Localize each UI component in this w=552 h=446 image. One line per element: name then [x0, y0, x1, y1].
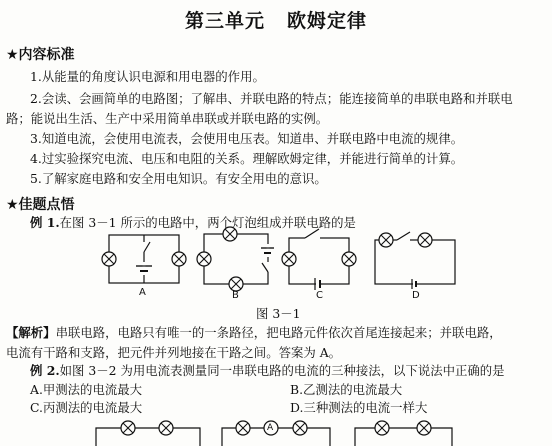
circuit-b — [197, 227, 274, 291]
lamp-icon — [342, 252, 356, 266]
option-c: C.丙测法的电流最大 — [30, 400, 143, 415]
standard-item-2: 2.会读、会画简单的电路图；了解串、并联电路的特点；能连接简单的串联电路和并联电 — [30, 91, 513, 106]
figure-label-a: A — [139, 287, 146, 298]
lamp-icon — [159, 421, 173, 435]
lamp-icon — [229, 277, 243, 291]
standard-item-4: 4.过实验探究电流、电压和电阻的关系。理解欧姆定律，并能进行简单的计算。 — [30, 151, 464, 166]
standard-item-5: 5.了解家庭电路和安全用电知识。有安全用电的意识。 — [30, 171, 327, 186]
lamp-icon — [418, 233, 432, 247]
lamp-icon — [223, 227, 237, 241]
standard-item-3: 3.知道电流，会使用电流表，会使用电压表。知道串、并联电路中电流的规律。 — [30, 131, 464, 146]
analysis-tag: 【解析】 — [6, 325, 56, 340]
example-1-text: 在图 3－1 所示的电路中，两个灯泡组成并联电路的是 — [59, 215, 356, 230]
lamp-icon — [197, 252, 211, 266]
figure-label-d: D — [412, 290, 420, 301]
lamp-icon — [102, 252, 116, 266]
circuit-d — [375, 232, 455, 289]
unit-number: 第三单元 — [184, 10, 265, 32]
lamp-icon — [282, 252, 296, 266]
standards-heading: ★内容标准 — [6, 47, 75, 63]
example-1-label: 例 1. — [30, 215, 60, 230]
lamp-icon — [379, 233, 393, 247]
ammeter-label: A — [267, 423, 274, 433]
lamp-icon — [172, 252, 186, 266]
circuit-a — [102, 235, 186, 283]
examples-heading: ★佳题点悟 — [6, 197, 75, 213]
lamp-icon — [236, 421, 250, 435]
example-2-text: 如图 3－2 为用电流表测量同一串联电路的电流的三种接法，以下说法中正确的是 — [59, 363, 505, 378]
figure-label-c: C — [316, 290, 323, 301]
standard-item-1: 1.从能量的角度认识电源和用电器的作用。 — [30, 69, 265, 84]
lamp-icon — [293, 421, 307, 435]
option-d: D.三种测法的电流一样大 — [290, 400, 428, 415]
lamp-icon — [417, 421, 431, 435]
option-b: B.乙测法的电流最大 — [290, 382, 403, 397]
lamp-icon — [121, 421, 135, 435]
analysis-text-1: 串联电路，电路只有唯一的一条路径，把电路元件依次首尾连接起来；并联电路， — [55, 325, 502, 340]
figure-label-b: B — [232, 290, 239, 301]
circuit-c — [282, 229, 356, 290]
unit-topic: 欧姆定律 — [287, 10, 368, 32]
analysis-line-2: 电流有干路和支路，把元件并列地接在干路之间。答案为 A。 — [6, 345, 342, 360]
example-2 — [30, 362, 505, 380]
example-2-label: 例 2. — [30, 363, 60, 378]
lamp-icon — [375, 421, 389, 435]
figure-caption: 图 3－1 — [256, 306, 301, 321]
analysis-line-1 — [6, 324, 502, 342]
option-a: A.甲测法的电流最大 — [30, 382, 143, 397]
standard-item-2-cont: 路；能说出生活、生产中采用简单串联或并联电路的实例。 — [6, 111, 329, 126]
figure-3-2-circuits — [96, 421, 452, 446]
